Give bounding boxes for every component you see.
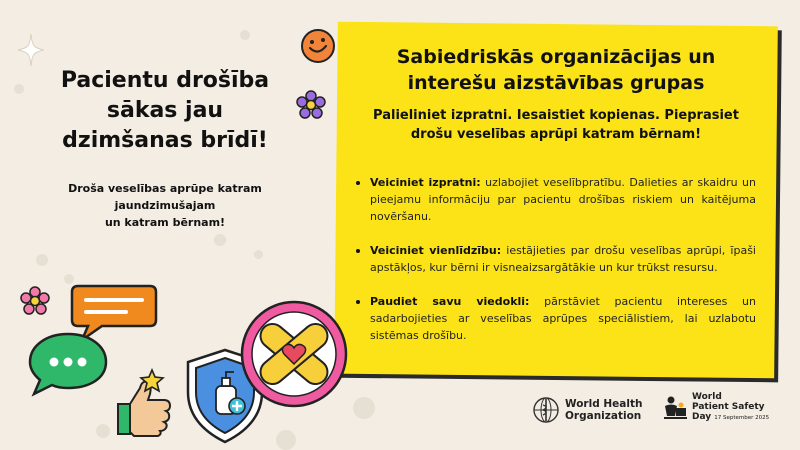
sparkle-icon (18, 34, 44, 66)
wpsd-date: 17 September 2025 (714, 415, 770, 421)
bullet-lead: Veiciniet vienlīdzību: (370, 244, 502, 257)
bullet-list (354, 174, 756, 361)
background-dot (36, 254, 48, 266)
panel-title (346, 44, 766, 96)
who-wordmark-line: World Health (565, 398, 643, 410)
background-dot (214, 234, 226, 246)
page-title (30, 66, 300, 156)
smiley-icon (300, 28, 336, 64)
wpsd-emblem-icon (662, 394, 688, 422)
bullet-text: pārstāviet pacientu intereses un sadarbojieties ar veselības aprūpes speciālistiem, lai uzlabotu sistēmas drošību. (370, 295, 756, 342)
thumbs-up-icon (108, 368, 178, 440)
bullet-item (354, 293, 756, 344)
background-dot (240, 30, 250, 40)
title-line: dzimšanas brīdī! (62, 128, 268, 153)
title-line: Pacientu drošība (60, 68, 270, 93)
wpsd-day: Day (692, 412, 712, 422)
subtitle-line: un katram bērnam! (104, 216, 226, 229)
panel-subtitle (346, 106, 766, 144)
bullet-lead: Veiciniet izpratni: (370, 176, 481, 189)
bullet-lead: Paudiet savu viedokli: (370, 295, 530, 308)
wpsd-wordmark-line (692, 412, 769, 423)
bullet-text: iestājieties par drošu veselības aprūpi, īpaši apstākļos, kur bērni ir visneaizsargātākie un kur trūkst resursu. (370, 244, 756, 274)
title-line: sākas jau (106, 98, 224, 123)
bandage-icon (238, 298, 350, 410)
chat-bubble-icon (26, 330, 110, 400)
info-panel (336, 24, 776, 376)
wpsd-wordmark (692, 392, 769, 423)
wpsd-wordmark-line: World (692, 392, 722, 402)
flower-icon (20, 286, 50, 316)
who-wordmark (565, 398, 642, 422)
who-wordmark-line: Organization (565, 410, 642, 422)
who-emblem-icon (532, 396, 560, 424)
who-logo (532, 396, 642, 424)
bullet-item (354, 174, 756, 225)
bullet-text: uzlabojiet veselībpratību. Dalieties ar skaidru un pieejamu informāciju par pacientu drošības riskiem un kaitējuma novēršanu. (370, 176, 756, 223)
page-subtitle (20, 180, 310, 231)
subtitle-line: Droša veselības aprūpe katram jaundzimušajam (68, 182, 262, 212)
background-dot (14, 84, 24, 94)
panel-title-line: interešu aizstāvības grupas (407, 72, 705, 94)
panel-subtitle-line: Palieliniet izpratni. Iesaistiet kopienas. Pieprasiet (373, 108, 739, 123)
panel-title-line: Sabiedriskās organizācijas un (396, 46, 716, 68)
panel-subtitle-line: drošu veselības aprūpi katram bērnam! (410, 127, 702, 142)
background-dot (276, 430, 296, 450)
flower-icon (296, 90, 326, 120)
background-dot (254, 250, 263, 259)
wpsd-logo (662, 392, 769, 423)
background-dot (353, 397, 375, 419)
wpsd-wordmark-line: Patient Safety (692, 402, 765, 412)
bullet-item (354, 242, 756, 276)
